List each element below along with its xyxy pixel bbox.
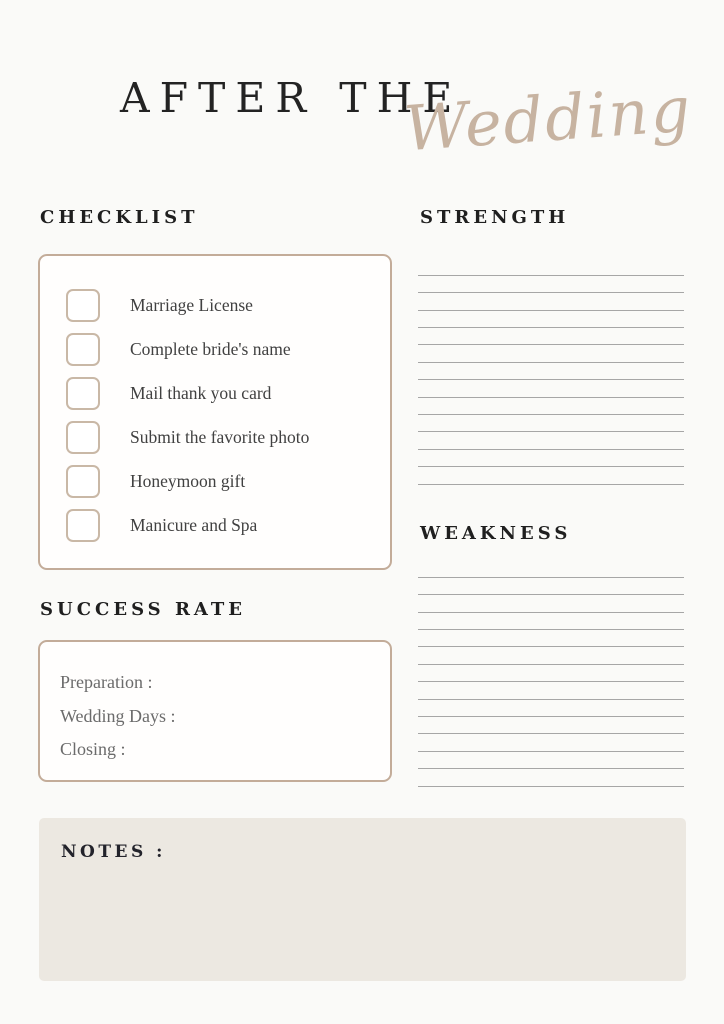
checklist-item-label: Complete bride's name [130,338,291,359]
strength-writing-lines [418,259,684,485]
ruled-line [418,647,684,664]
ruled-line [418,345,684,362]
checkbox-submit-favorite-photo[interactable] [66,421,100,454]
ruled-line [418,380,684,397]
success-field-wedding-days: Wedding Days : [60,705,176,726]
checklist-item-label: Marriage License [130,294,253,315]
checklist-item-label: Honeymoon gift [130,470,246,491]
checkbox-manicure-and-spa[interactable] [66,509,100,542]
success-field-preparation: Preparation : [60,672,153,692]
ruled-line [418,578,684,595]
weakness-writing-lines [418,561,684,787]
checklist-row [40,415,390,459]
checklist-row [40,503,390,547]
ruled-line [418,311,684,328]
ruled-line [418,717,684,734]
checklist-item-label: Submit the favorite photo [130,426,310,447]
page-title-script: Wedding [401,72,695,166]
ruled-line [418,328,684,345]
ruled-line [418,467,684,484]
ruled-line [418,752,684,769]
ruled-line [418,363,684,380]
success-rate-heading: SUCCESS RATE [40,599,246,620]
checklist-item-label: Manicure and Spa [130,514,258,535]
ruled-line [418,415,684,432]
success-rate-box [38,640,392,782]
ruled-line [418,398,684,415]
success-field-closing: Closing : [60,739,126,759]
ruled-line [418,293,684,310]
page-title: AFTER THE [120,74,463,122]
weakness-heading: WEAKNESS [420,523,572,544]
ruled-line [418,769,684,786]
notes-heading: NOTES : [61,842,166,862]
ruled-line [418,630,684,647]
ruled-line [418,450,684,467]
checklist-row [40,459,390,503]
checklist-box [38,254,392,570]
ruled-line [418,613,684,630]
ruled-line [418,665,684,682]
checkbox-honeymoon-gift[interactable] [66,465,100,498]
checklist-heading: CHECKLIST [40,207,199,228]
checklist-row [40,371,390,415]
notes-box [39,818,686,981]
ruled-line [418,561,684,578]
ruled-line [418,432,684,449]
checklist-item-label: Mail thank you card [130,382,272,403]
checklist-row [40,283,390,327]
ruled-line [418,276,684,293]
ruled-line [418,682,684,699]
checkbox-mail-thank-you-card[interactable] [66,377,100,410]
checkbox-marriage-license[interactable] [66,289,100,322]
checkbox-complete-brides-name[interactable] [66,333,100,366]
checklist-row [40,327,390,371]
ruled-line [418,734,684,751]
ruled-line [418,595,684,612]
strength-heading: STRENGTH [420,207,570,228]
ruled-line [418,700,684,717]
ruled-line [418,259,684,276]
